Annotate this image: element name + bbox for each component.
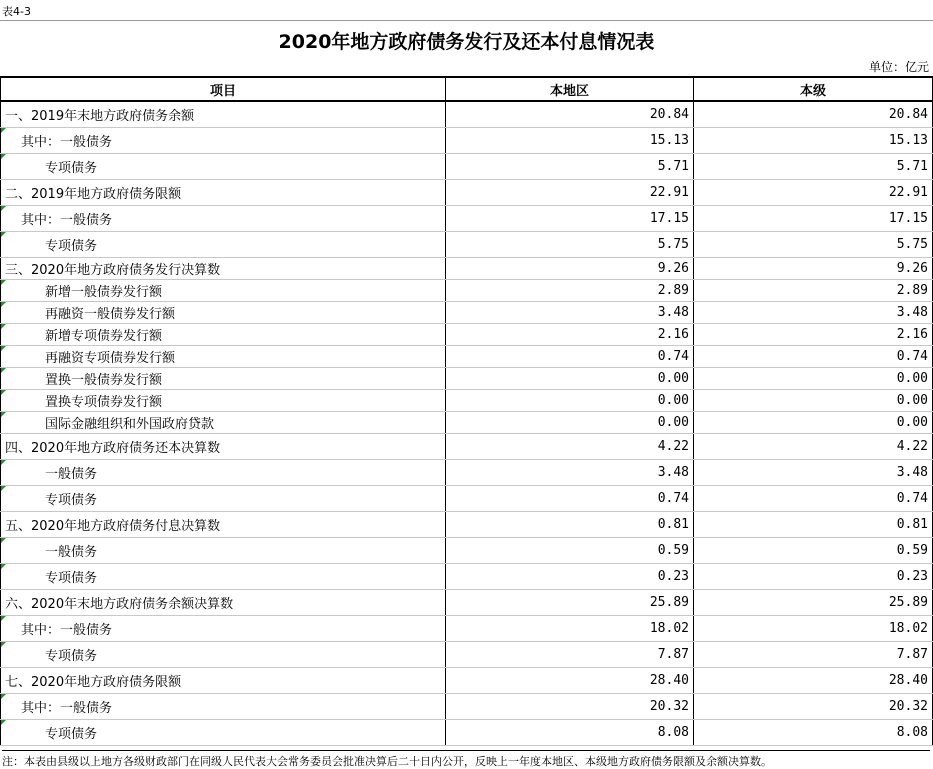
table-row [1,485,933,511]
cell-marker-icon [1,302,6,307]
level-value-cell[interactable]: 8.08 [694,719,933,745]
level-value-cell[interactable]: 0.00 [694,411,933,433]
row-label: 其中：一般债务 [21,700,113,716]
row-label-cell[interactable] [1,323,446,345]
level-value-cell[interactable]: 3.48 [694,301,933,323]
table-row [1,411,933,433]
table-row [1,345,933,367]
local-value-cell[interactable]: 28.40 [446,667,694,693]
level-value-cell[interactable]: 7.87 [694,641,933,667]
header-item[interactable]: 项目 [1,77,446,101]
row-label: 专项债务 [45,648,98,664]
level-value-cell[interactable]: 0.59 [694,537,933,563]
table-row [1,231,933,257]
local-value-cell[interactable]: 4.22 [446,433,694,459]
header-level[interactable]: 本级 [694,77,933,101]
row-label-cell[interactable] [1,205,446,231]
level-value-cell[interactable]: 9.26 [694,257,933,279]
local-value-cell[interactable]: 0.74 [446,345,694,367]
local-value-cell[interactable]: 20.32 [446,693,694,719]
cell-marker-icon [1,128,6,133]
cell-marker-icon [1,390,6,395]
local-value-cell[interactable]: 17.15 [446,205,694,231]
table-row [1,179,933,205]
cell-marker-icon [1,538,6,543]
local-value-cell[interactable]: 0.00 [446,411,694,433]
header-row [1,77,933,101]
row-label: 五、2020年地方政府债务付息决算数 [5,518,221,534]
row-label-cell[interactable] [1,101,446,127]
table-row [1,667,933,693]
row-label-cell[interactable] [1,389,446,411]
row-label: 一般债务 [45,466,98,482]
row-label: 置换一般债券发行额 [45,372,163,388]
row-label: 四、2020年地方政府债务还本决算数 [5,440,221,456]
table-row [1,459,933,485]
row-label: 专项债务 [45,726,98,742]
row-label: 一般债务 [45,544,98,560]
cell-marker-icon [1,206,6,211]
row-label-cell[interactable] [1,153,446,179]
cell-marker-icon [1,324,6,329]
level-value-cell[interactable]: 4.22 [694,433,933,459]
row-label-cell[interactable] [1,615,446,641]
level-value-cell[interactable]: 25.89 [694,589,933,615]
table-row [1,563,933,589]
cell-marker-icon [1,564,6,569]
level-value-cell[interactable]: 5.75 [694,231,933,257]
row-label-cell[interactable] [1,511,446,537]
level-value-cell[interactable]: 15.13 [694,127,933,153]
level-value-cell[interactable]: 2.89 [694,279,933,301]
local-value-cell[interactable]: 2.16 [446,323,694,345]
row-label: 七、2020年地方政府债务限额 [5,674,182,690]
local-value-cell[interactable]: 8.08 [446,719,694,745]
level-value-cell[interactable]: 18.02 [694,615,933,641]
row-label-cell[interactable] [1,257,446,279]
row-label: 专项债务 [45,238,98,254]
row-label-cell[interactable] [1,485,446,511]
level-value-cell[interactable]: 0.00 [694,389,933,411]
debt-table [0,76,933,746]
level-value-cell[interactable]: 20.32 [694,693,933,719]
table-row [1,589,933,615]
level-value-cell[interactable]: 0.00 [694,367,933,389]
row-label-cell[interactable] [1,127,446,153]
local-value-cell[interactable]: 3.48 [446,301,694,323]
local-value-cell[interactable]: 5.75 [446,231,694,257]
table-row [1,389,933,411]
level-value-cell[interactable]: 28.40 [694,667,933,693]
cell-marker-icon [1,486,6,491]
level-value-cell[interactable]: 0.74 [694,345,933,367]
row-label-cell[interactable] [1,693,446,719]
local-value-cell[interactable]: 3.48 [446,459,694,485]
cell-marker-icon [1,720,6,725]
table-row [1,693,933,719]
local-value-cell[interactable]: 0.81 [446,511,694,537]
level-value-cell[interactable]: 20.84 [694,101,933,127]
table-row [1,719,933,745]
local-value-cell[interactable]: 2.89 [446,279,694,301]
level-value-cell[interactable]: 0.74 [694,485,933,511]
footnote: 注：本表由县级以上地方各级财政部门在同级人民代表大会常务委员会批准决算后二十日内公开，反映上一年度本地区、本级地方政府债务限额及余额决算数。 [2,750,930,769]
row-label-cell[interactable] [1,563,446,589]
table-row [1,323,933,345]
row-label-cell[interactable] [1,279,446,301]
local-value-cell[interactable]: 22.91 [446,179,694,205]
row-label-cell[interactable] [1,589,446,615]
cell-marker-icon [1,368,6,373]
row-label: 置换专项债券发行额 [45,394,163,410]
table-row [1,367,933,389]
table-row [1,205,933,231]
row-label: 专项债务 [45,570,98,586]
table-row [1,433,933,459]
level-value-cell[interactable]: 17.15 [694,205,933,231]
row-label: 三、2020年地方政府债务发行决算数 [5,262,221,278]
row-label-cell[interactable] [1,345,446,367]
local-value-cell[interactable]: 0.23 [446,563,694,589]
local-value-cell[interactable]: 7.87 [446,641,694,667]
local-value-cell[interactable]: 9.26 [446,257,694,279]
row-label-cell[interactable] [1,367,446,389]
row-label: 国际金融组织和外国政府贷款 [45,416,215,432]
local-value-cell[interactable]: 0.74 [446,485,694,511]
local-value-cell[interactable]: 18.02 [446,615,694,641]
row-label: 二、2019年地方政府债务限额 [5,186,182,202]
row-label-cell[interactable] [1,719,446,745]
row-label: 其中：一般债务 [21,134,113,150]
row-label: 专项债务 [45,160,98,176]
table-row [1,641,933,667]
row-label: 再融资专项债券发行额 [45,350,176,366]
table-row [1,257,933,279]
cell-marker-icon [1,412,6,417]
row-label-cell[interactable] [1,411,446,433]
row-label: 一、2019年末地方政府债务余额 [5,108,195,124]
local-value-cell[interactable]: 5.71 [446,153,694,179]
row-label: 新增专项债券发行额 [45,328,163,344]
row-label-cell[interactable] [1,537,446,563]
local-value-cell[interactable]: 20.84 [446,101,694,127]
cell-marker-icon [1,460,6,465]
row-label: 再融资一般债券发行额 [45,306,176,322]
local-value-cell[interactable]: 0.59 [446,537,694,563]
row-label: 专项债务 [45,492,98,508]
row-label-cell[interactable] [1,459,446,485]
level-value-cell[interactable]: 2.16 [694,323,933,345]
level-value-cell[interactable]: 22.91 [694,179,933,205]
table-title: 2020年地方政府债务发行及还本付息情况表 [0,20,933,63]
header-local[interactable]: 本地区 [446,77,694,101]
table-body [1,101,933,745]
unit-label: 单位：亿元 [868,60,929,74]
row-label: 六、2020年末地方政府债务余额决算数 [5,596,234,612]
local-value-cell[interactable]: 15.13 [446,127,694,153]
row-label-cell[interactable] [1,433,446,459]
row-label-cell[interactable] [1,667,446,693]
row-label-cell[interactable] [1,641,446,667]
table-row [1,127,933,153]
cell-marker-icon [1,346,6,351]
table-row [1,537,933,563]
table-row [1,101,933,127]
level-value-cell[interactable]: 0.81 [694,511,933,537]
local-value-cell[interactable]: 25.89 [446,589,694,615]
local-value-cell[interactable]: 0.00 [446,367,694,389]
cell-marker-icon [1,232,6,237]
level-value-cell[interactable]: 3.48 [694,459,933,485]
local-value-cell[interactable]: 0.00 [446,389,694,411]
row-label-cell[interactable] [1,301,446,323]
table-row [1,153,933,179]
row-label: 新增一般债券发行额 [45,284,163,300]
cell-marker-icon [1,154,6,159]
row-label-cell[interactable] [1,231,446,257]
cell-marker-icon [1,280,6,285]
cell-marker-icon [1,694,6,699]
row-label: 其中：一般债务 [21,212,113,228]
table-row [1,279,933,301]
cell-marker-icon [1,616,6,621]
cell-marker-icon [1,642,6,647]
row-label: 其中：一般债务 [21,622,113,638]
level-value-cell[interactable]: 5.71 [694,153,933,179]
table-row [1,301,933,323]
level-value-cell[interactable]: 0.23 [694,563,933,589]
row-label-cell[interactable] [1,179,446,205]
sheet-tag: 表4-3 [2,5,31,18]
table-row [1,511,933,537]
table-row [1,615,933,641]
